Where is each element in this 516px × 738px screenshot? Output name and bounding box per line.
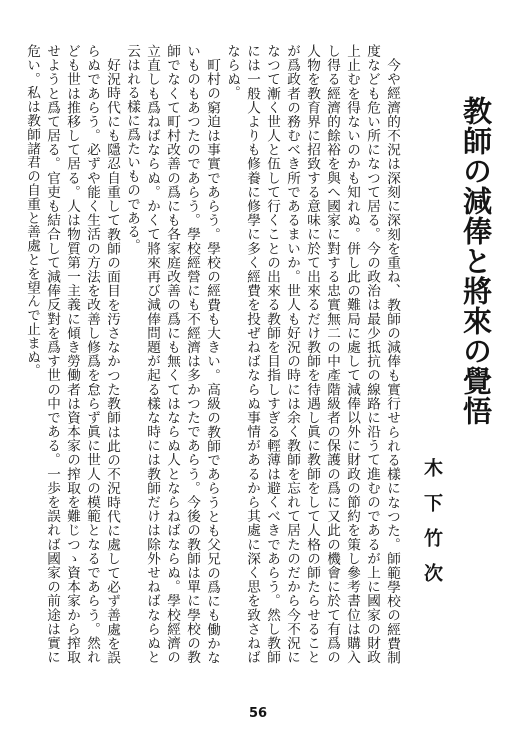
paragraph: 町村の窮迫は事實であらう。學校の經費も大きい。高級の教師であらうとも父兄の爲にも働かないものもあつたのであらう。學校經營にも不經濟は多かつたであらう。今後の教師は單に學校の教師でなくて町村改善の爲にも各家庭改善の爲にも無くてはならぬ人とならねばならぬ。學校經濟の立直しも爲ねばならぬ。かくて將來再び減俸問題が起る樣な時には教師だけは除外せねばならぬと云はれる樣に爲たいものである。 bbox=[124, 44, 220, 664]
article-title: 教師の減俸と將來の覺悟 bbox=[459, 96, 493, 426]
page-number: 56 bbox=[248, 706, 268, 721]
article-body bbox=[24, 44, 402, 664]
author-name: 木下竹次 bbox=[421, 458, 443, 598]
paragraph: 好況時代にも隱忍自重して教師の面目を汚さなかつた教師は此の不況時代に處して必ず善處を誤らぬであらう。必ずや能く生活の方法を改善し修爲を怠らず眞に世人の模範となるであらう。然れども世は推移して居る。人は物質第一主義に傾き勞働者は資本家の搾取を難じつゝ資本家から搾取せようと爲て居る。官吏も結合して減俸反對を爲す世の中である。一歩を誤れば國家の前途は實に危い。私は教師諸君の自重と善處とを望んで止まぬ。 bbox=[24, 44, 120, 664]
paragraph: 今や經濟的不況は深刻に深刻を重ね、教師の減俸も實行せられる樣になつた。師範學校の經費制度なども危い所になつて居る。今の政治は最少抵抗の線路に沿うて進むのであるが上に國家の財政上止むを得ないのかも知れぬ。併し此の難局に處して減俸以外に財政の節約を策し參考書位は購入し得る經濟的餘裕を與へ國家に對する忠實無二の中產階級者の保護の爲に又此の機會に於て有爲の人物を教育界に招致する意味に於て出來るだけ教師を待遇し眞に教師をして人格の師たらせることが爲政者の務むべき所であるまいか。世人も好況の時には余く教師を忘れて居たのだから今不況になつて漸く世人と伍して行くことの出來る教師を目指しすぎる輕薄は避くべきであらう。然し教師には一般人よりも修養に修學に多く經費を投ぜねばならぬ事情があるから其處に深く思を致さねばならぬ。 bbox=[224, 44, 400, 664]
